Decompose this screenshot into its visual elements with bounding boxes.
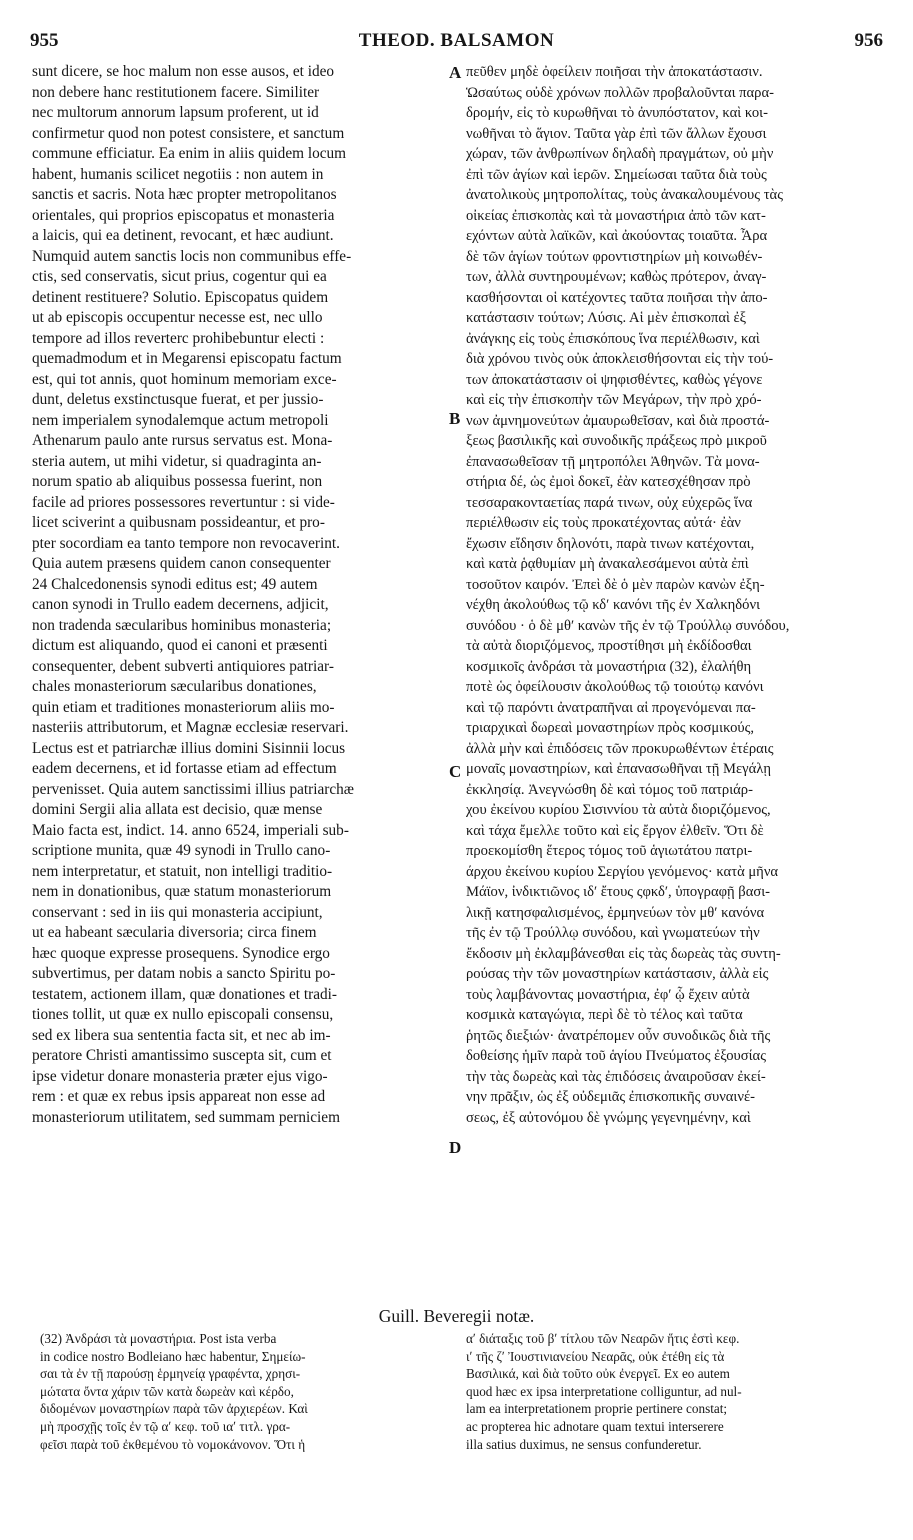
text-line: monasteriorum utilitatem, sed summam perniciem [32, 1108, 340, 1126]
text-line: τοσοῦτον καιρόν. Ἐπεὶ δὲ ὁ μὲν παρὼν κανὼν ἐξη- [466, 576, 765, 593]
text-line: πεῦθεν μηδὲ ὀφείλειν ποιῆσαι τὴν ἀποκατάστασιν. [466, 64, 763, 80]
text-line: μοναῖς μοναστηρίων, καὶ ἐπανασωθῆναι τῇ Μεγάλῃ [466, 761, 771, 777]
text-line: ἔχωσιν εἴδησιν δηλονότι, παρὰ τινων κατέχονται, [466, 535, 755, 552]
text-line: ctis, sed conservatis, sicut prius, cogentur qui ea [32, 268, 327, 285]
section-marker-c: C [449, 762, 462, 781]
text-line: ipse videtur donare monasteria præter ejus vigo- [32, 1067, 328, 1085]
text-line: καὶ τάχα ἔμελλε τοῦτο καὶ εἰς ἔργον ἐλθεῖν. Ὅτι δὲ [466, 822, 764, 839]
text-line: δρομήν, εἰς τὸ κυρωθῆναι τὸ ἀνυπόστατον, καὶ κοι- [466, 105, 768, 121]
text-line: Maio facta est, indict. 14. anno 6524, imperiali sub- [32, 821, 349, 839]
text-line: detinent restituere? Solutio. Episcopatus quidem [32, 288, 329, 306]
note-line: quod hæc ex ipsa interpretatione colliguntur, ad nul- [466, 1383, 742, 1399]
section-marker-a: A [449, 63, 462, 82]
note-line: illa satius duximus, ne sensus confunderetur. [466, 1436, 702, 1452]
text-line: nem imperialem synodalemque actum metropoli [32, 411, 329, 429]
note-line: Βασιλικά, καὶ διὰ τοῦτο οὐκ ἐνεργεῖ. Ex eo autem [466, 1366, 730, 1382]
text-line: κοσμικοῖς ἀνδράσι τὰ μοναστήρια (32), ἐλαλήθη [466, 658, 752, 675]
text-line: tiones tollit, ut quæ ex nullo episcopali consensu, [32, 1006, 334, 1023]
text-line: eadem decernens, et id fortasse etiam ad effectum [32, 760, 337, 777]
text-line: περιέλθωσιν εἰς τοὺς προκατέχοντας αὐτά· ἐὰν [466, 515, 741, 531]
text-line: norum spatio ab aliquibus possessa fuerint, non [32, 473, 323, 490]
text-line: τριαρχικαὶ δωρεαὶ μοναστηρίων πρὸς κοσμικούς, [466, 720, 755, 736]
text-line: nec multorum annorum lapsum proferent, ut id [32, 104, 319, 121]
text-line: Μάϊον, ἰνδικτιῶνος ιδʹ ἔτους ςφκδʹ, ὑπογραφῇ βασι- [466, 884, 771, 900]
text-line: νην πρᾶξιν, ὡς ἐξ οὐδεμιᾶς ἐπισκοπικῆς συναινέ- [466, 1089, 755, 1105]
text-line: sunt dicere, se hoc malum non esse ausos, et ideo [32, 63, 335, 80]
section-marker-d: D [449, 1138, 462, 1157]
text-line: hæc quoque expresse prosequens. Synodice ergo [32, 944, 330, 962]
text-line: sed ex libera sua sententia facta sit, et nec ab im- [32, 1026, 331, 1044]
text-line: quin etiam et traditiones monasteriorum aliis mo- [32, 698, 335, 716]
text-line: κατάστασιν τούτων; Λύσις. Αἱ μὲν ἐπισκοπαὶ ἐξ [466, 310, 747, 326]
section-marker-b: B [449, 409, 461, 428]
text-line: facile ad priores possessores revertuntur : si vide- [32, 493, 335, 511]
text-line: χώραν, τῶν ἀνθρωπίνων δηλαδὴ πραγμάτων, οὐ μὴν [466, 146, 774, 162]
text-line: scriptione munita, quæ 49 synodi in Trullo cano- [32, 842, 331, 859]
notes-left-column [40, 1330, 452, 1530]
text-line: των, ἀλλὰ συντηρουμένων; καθὼς πρότερον, ἀναγ- [466, 269, 767, 285]
note-line: μώτατα ὄντα χάριν τῶν κατὰ δωρεὰν καὶ κέρδο, [40, 1383, 294, 1399]
text-line: χου ἐκείνου κυρίου Σισιννίου τὰ αὐτὰ διοριζόμενος, [466, 802, 771, 818]
text-line: nem interpretatur, et statuit, non intelligi traditio- [32, 862, 333, 880]
text-line: ξεως βασιλικῆς καὶ συνοδικῆς πράξεως πρὸ μικροῦ [466, 433, 767, 449]
text-line: ποτὲ ὡς ὀφείλουσιν ἀκολούθως τῷ τοιούτῳ κανόνι [466, 679, 764, 695]
text-line: non tradenda sæcularibus hominibus monasteria; [32, 616, 332, 634]
note-line: διδομένων μοναστηρίων παρὰ τῶν ἀρχιερέων. Καὶ [40, 1401, 308, 1417]
text-line: pter socordiam ea tanto tempore non revocaverint. [32, 534, 340, 552]
text-line: ἐπὶ τῶν ἁγίων καὶ ἱερῶν. Σημείωσαι ταῦτα διὰ τοὺς [466, 166, 767, 183]
text-line: καὶ κατὰ ῥᾳθυμίαν μὴ ἀνακαλεσάμενοι αὐτὰ ἐπὶ [466, 556, 749, 572]
text-line: canon synodi in Trullo eadem decernens, adjicit, [32, 596, 329, 613]
text-line: ἐπανασωθεῖσαν τῇ μητροπόλει Ἀθηνῶν. Τὰ μονα- [466, 453, 760, 470]
text-line: δὲ τῶν ἁγίων τούτων φροντιστηρίων μὴ κοινωθέν- [466, 248, 763, 265]
note-line: φεῖσι παρὰ τοῦ ἐκθεμένου τὸ νομοκάνονον. Ὅτι ἡ [40, 1436, 306, 1452]
text-line: σεως, ἐξ αὐτονόμου δὲ γνώμης γεγενημένην, καὶ [466, 1109, 751, 1126]
text-line: διὰ χρόνου τινὸς οὐκ ἀποκλεισθήσονται εἰς τὴν τού- [466, 351, 774, 367]
text-line: κασθήσονται οἱ κατέχοντες ταῦτα ποιῆσαι τὴν ἀπο- [466, 289, 768, 306]
note-line: lam ea interpretationem proprie pertinere constat; [466, 1401, 728, 1417]
text-line: rem : et quæ ex rebus ipsis appareat non esse ad [32, 1088, 326, 1105]
text-line: sanctis et sacris. Nota hæc propter metropolitanos [32, 186, 337, 203]
text-line: νων ἀμνημονεύτων ἀμαυρωθεῖσαν, καὶ διὰ προστά- [466, 412, 770, 429]
text-line: Lectus est et patriarchæ illius domini Sisinnii locus [32, 739, 346, 757]
text-line: συνόδου · ὁ δὲ μθʹ κανὼν τῆς ἐν τῷ Τρούλλῳ συνόδου, [466, 617, 790, 634]
note-line: ac propterea hic adnotare quam textui interserere [466, 1418, 724, 1434]
note-line: μὴ προσχῇς τοῖς ἐν τῷ αʹ κεφ. τοῦ ιαʹ τιτλ. γρα- [40, 1418, 291, 1434]
text-line: Numquid autem sanctis locis non communibus effe- [32, 247, 352, 265]
text-line: non debere hanc restitutionem facere. Similiter [32, 83, 320, 101]
text-line: confirmetur quod non potest consistere, et sanctum [32, 124, 345, 142]
text-line: 24 Chalcedonensis synodi editus est; 49 autem [32, 575, 318, 593]
greek-column [466, 62, 880, 1310]
text-line: τῆς ἐν τῷ Τρούλλῳ συνόδου, καὶ γνωματεύων τὴν [466, 925, 760, 941]
text-line: domini Sergii alia allata est decisio, quæ mense [32, 801, 323, 818]
text-line: testatem, actionem illam, quæ donationes et tradi- [32, 985, 338, 1003]
text-line: commune efficiatur. Ea enim in aliis quidem locum [32, 145, 347, 162]
text-line: conservant : sed in iis qui monasteria accipiunt, [32, 903, 323, 921]
text-line: pervenisset. Quia autem sanctissimi illius patriarchæ [32, 780, 355, 798]
text-line: λικῇ κατησφαλισμένος, ἑρμηνεύων τὸν μθʹ κανόνα [466, 904, 765, 921]
text-line: chales monasteriorum sæcularibus donationes, [32, 678, 317, 695]
text-line: ἀνατολικοὺς μητροπολίτας, τοὺς ἀνακαλουμένους τὰς [466, 187, 783, 203]
text-line: εχόντων αὐτὰ λαϊκῶν, καὶ ἀκούοντας τοιαῦτα. Ἆρα [466, 228, 768, 244]
text-line: καὶ εἰς τὴν ἐπισκοπὴν τῶν Μεγάρων, τὴν πρὸ χρό- [466, 392, 762, 408]
latin-column [32, 62, 444, 1310]
text-line: προεκομίσθη ἕτερος τόμος τοῦ ἁγιωτάτου πατρι- [466, 843, 753, 859]
text-line: subvertimus, per datam nobis a sancto Spiritu po- [32, 965, 336, 982]
text-line: τεσσαρακονταετίας παρά τινων, οὐχ εὐχερῶς ἵνα [466, 494, 753, 511]
text-line: οἰκείας ἐπισκοπὰς καὶ τὰ μοναστήρια ἀπὸ τῶν κατ- [466, 207, 766, 224]
text-line: καὶ τῷ παρόντι ἀνατραπῆναι αἱ προγενόμεναι πα- [466, 699, 756, 716]
text-line: dunt, deletus exstinctusque fuerat, et per jussio- [32, 391, 324, 408]
page-number-right: 956 [854, 30, 883, 51]
text-line: Ὡσαύτως οὐδὲ χρόνων πολλῶν προβαλοῦνται παρα- [466, 84, 774, 101]
note-line: ιʹ τῆς ζʹ Ἰουστινιανείου Νεαρᾶς, οὐκ ἐτέθη εἰς τὰ [466, 1348, 725, 1364]
text-line: νωθῆναι τὸ ἅγιον. Ταῦτα γὰρ ἐπὶ τῶν ἄλλων ἔχουσι [466, 125, 767, 142]
note-line: in codice nostro Bodleiano hæc habentur, Σημείω- [40, 1348, 306, 1364]
note-line: (32) Ἀνδράσι τὰ μοναστήρια. Post ista verba [40, 1331, 277, 1346]
notes-right-column [466, 1330, 880, 1530]
note-line: αʹ διάταξις τοῦ βʹ τίτλου τῶν Νεαρῶν ἥτις ἐστὶ κεφ. [466, 1331, 740, 1346]
text-line: tempore ad illos reverterc prohibebuntur electi : [32, 329, 325, 347]
text-line: ἔκδοσιν μὴ ἐκλαμβάνεσθαι εἰς τὰς δωρεὰς τὰς συντη- [466, 945, 781, 962]
running-title: THEOD. BALSAMON [358, 30, 555, 51]
notes-heading: Guill. Beveregii notæ. [378, 1306, 535, 1326]
text-line: nem in donationibus, quæ statum monasteriorum [32, 883, 332, 900]
page-number-left: 955 [30, 30, 59, 51]
text-line: κοσμικὰ καταγώγια, περὶ δὲ τὸ τέλος καὶ ταῦτα [466, 1007, 743, 1023]
text-line: ἐκκλησίᾳ. Ἀνεγνώσθη δὲ καὶ τόμος τοῦ πατριάρ- [466, 781, 753, 798]
text-line: peratore Christi amantissimo suscepta sit, cum et [32, 1047, 332, 1064]
text-line: quemadmodum et in Megarensi episcopatu factum [32, 350, 342, 367]
text-line: dictum est aliquando, quod ei canoni et præsenti [32, 637, 328, 654]
text-line: νέχθη ἀκολούθως τῷ κδʹ κανόνι τῆς ἐν Χαλκηδόνι [466, 597, 760, 613]
text-line: est, qui tot annis, quot hominum memoriam exce- [32, 370, 337, 388]
text-line: consequenter, debent subverti antiquiores patriar- [32, 657, 334, 675]
text-line: ut ab episcopis occupentur necesse est, nec ullo [32, 309, 323, 326]
text-line: orientales, qui proprios episcopatus et monasteria [32, 206, 335, 224]
text-line: τοὺς λαμβάνοντας μοναστήρια, ἐφʹ ᾧ ἔχειν αὐτὰ [466, 986, 750, 1003]
text-line: ρούσας τὴν τῶν μοναστηρίων κατάστασιν, ἀλλὰ εἰς [466, 966, 769, 982]
text-line: Quia autem præsens quidem canon consequenter [32, 555, 331, 572]
text-line: τὴν τὰς δωρεὰς καὶ τὰς ἐπιδόσεις ἀναιροῦσαν ἐκεί- [466, 1068, 766, 1085]
text-line: τὰ αὐτὰ διοριζόμενος, προστίθησι μὴ ἐκδίδοσθαι [466, 638, 752, 654]
text-line: άρχου ἐκείνου κυρίου Σεργίου γενόμενος· κατὰ μῆνα [466, 863, 779, 880]
note-line: σαι τὰ ἐν τῇ παρούσῃ ἑρμηνείᾳ γραφέντα, χρησι- [40, 1366, 301, 1382]
text-line: Athenarum paulo ante rursus servatus est. Mona- [32, 432, 333, 449]
text-line: στήρια δέ, ὡς ἐμοὶ δοκεῖ, ἐὰν κατεσχέθησαν πρὸ [466, 474, 751, 490]
text-line: nasteriis attributorum, et Magnæ ecclesiæ reservari. [32, 719, 349, 736]
text-line: ῥητῶς διεξιών· ἀνατρέπομεν οὖν συνοδικῶς διὰ τῆς [466, 1027, 771, 1044]
text-line: a laicis, qui ea detinent, revocant, et hæc audiunt. [32, 227, 334, 244]
text-line: ut ea habeant sæcularia diversoria; circa finem [32, 924, 317, 941]
page-header [30, 30, 883, 60]
text-line: steria autem, ut mihi videtur, si quadraginta an- [32, 452, 322, 470]
text-line: habent, humanis scilicet negotiis : non autem in [32, 165, 324, 183]
text-line: licet sciverint a quibusnam possideantur, et pro- [32, 514, 325, 531]
text-line: ἀλλὰ μὴν καὶ ἐπιδόσεις τῶν προκυρωθέντων ἑτέραις [466, 740, 774, 757]
text-line: δοθείσης ἡμῖν παρὰ τοῦ ἁγίου Πνεύματος ἐξουσίας [466, 1048, 766, 1064]
text-line: των ἀποκατάστασιν οἱ ψηφισθέντες, καθὼς γέγονε [466, 371, 763, 388]
text-line: ἀνάγκης εἰς τοὺς ἐπισκόπους ἵνα περιέλθωσιν, καὶ [466, 330, 760, 347]
